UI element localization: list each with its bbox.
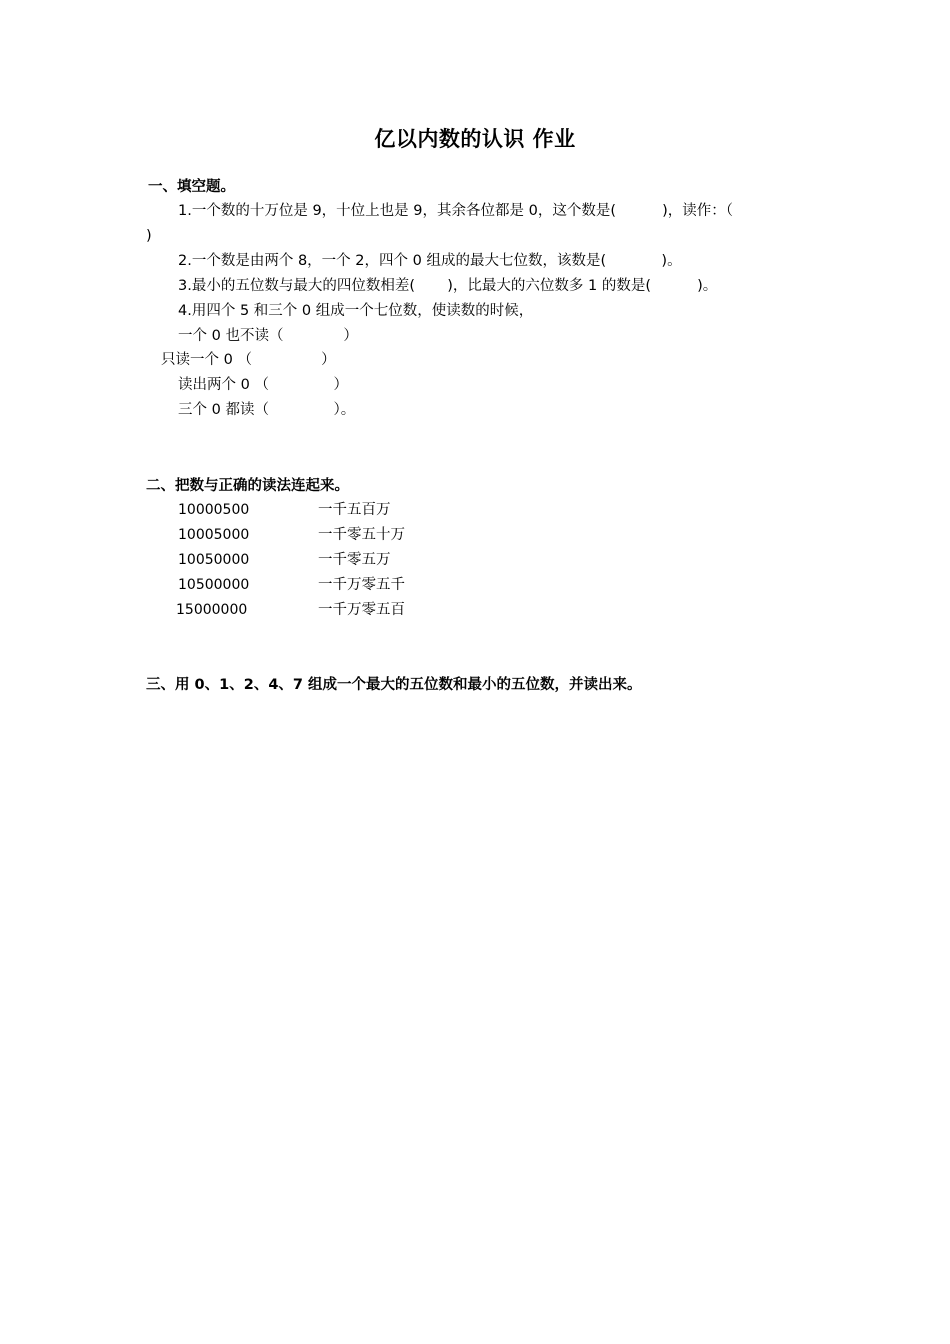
match-reading: 一千零五十万 (318, 527, 405, 543)
match-number: 10000500 (178, 502, 250, 518)
match-number: 10500000 (178, 577, 250, 593)
question-3: 3.最小的五位数与最大的四位数相差( )，比最大的六位数多 1 的数是( )。 (178, 278, 718, 294)
section3-heading: 三、用 0、1、2、4、7 组成一个最大的五位数和最小的五位数，并读出来。 (146, 677, 642, 693)
section1-heading: 一、填空题。 (148, 179, 235, 195)
question-1-line2: ) (146, 228, 152, 244)
match-reading: 一千零五万 (318, 552, 391, 568)
question-4: 4.用四个 5 和三个 0 组成一个七位数，使读数的时候， (178, 303, 534, 319)
match-number: 10050000 (178, 552, 250, 568)
match-number: 10005000 (178, 527, 250, 543)
page-title: 亿以内数的认识 作业 (374, 127, 576, 151)
section2-heading: 二、把数与正确的读法连起来。 (146, 478, 349, 494)
question-4-part-a: 一个 0 也不读（ ） (178, 328, 358, 344)
question-1-line1: 1.一个数的十万位是 9，十位上也是 9，其余各位都是 0，这个数是( )，读作：（ (178, 203, 733, 219)
question-2: 2.一个数是由两个 8，一个 2，四个 0 组成的最大七位数，该数是( )。 (178, 253, 682, 269)
question-4-part-b: 只读一个 0 （ ） (161, 352, 336, 368)
match-reading: 一千万零五百 (318, 602, 405, 618)
question-4-part-d: 三个 0 都读（ ）。 (178, 402, 356, 418)
match-number: 15000000 (176, 602, 248, 618)
match-reading: 一千五百万 (318, 502, 391, 518)
question-4-part-c: 读出两个 0 （ ） (178, 377, 348, 393)
match-reading: 一千万零五千 (318, 577, 405, 593)
